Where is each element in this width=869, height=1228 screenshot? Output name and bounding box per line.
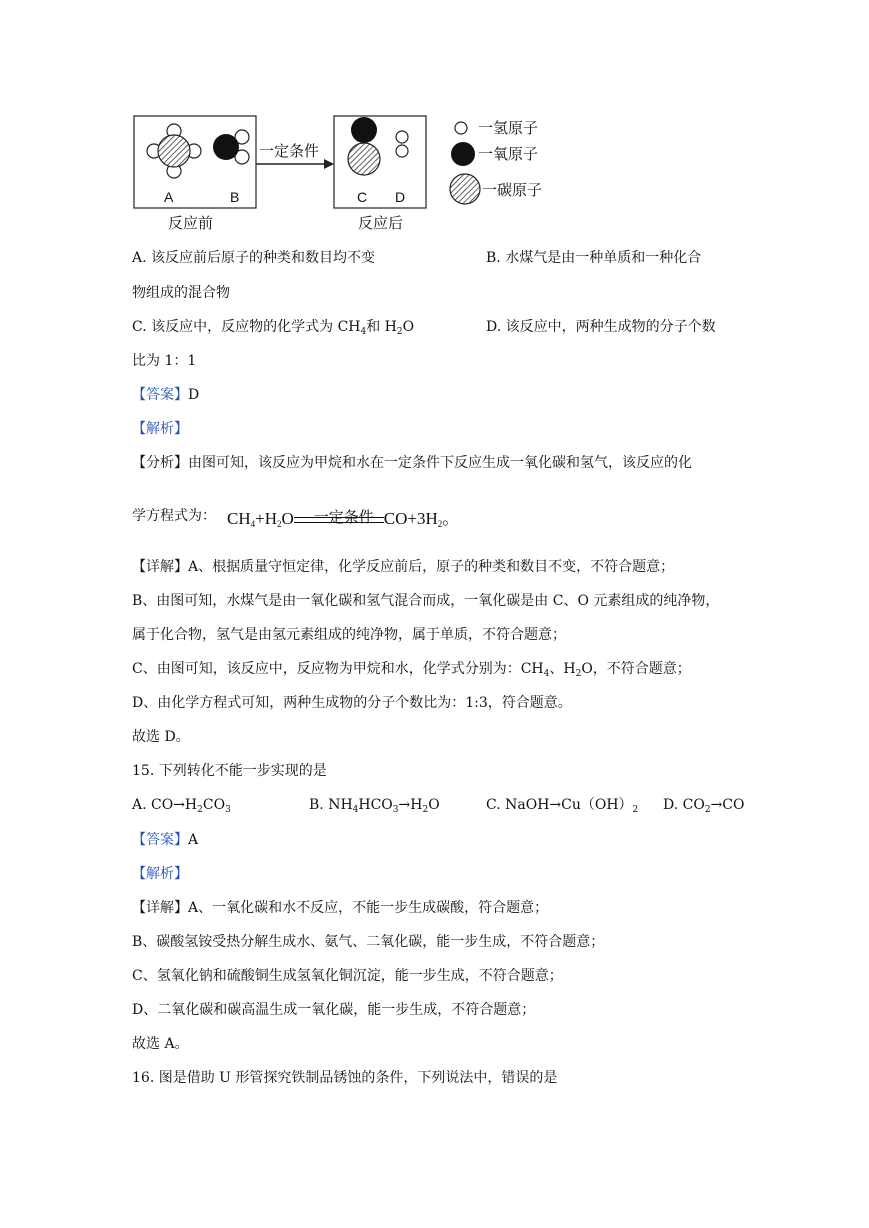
q14-option-d-cont: 比为 1：1: [132, 353, 197, 369]
label-b: B: [230, 189, 240, 205]
q14-option-a: A. 该反应前后原子的种类和数目均不变: [132, 250, 376, 266]
equation-formula: $CH_4+H_2O$ 一定条件 $CO+3H_2$。: [227, 509, 460, 529]
q14-detail-b2: 属于化合物，氢气是由氢元素组成的纯净物，属于单质，不符合题意；: [132, 627, 566, 643]
q15-detail-a: 【详解】A、一氧化碳和水不反应，不能一步生成碳酸，符合题意；: [132, 900, 549, 916]
q15-detail-d: D、二氧化碳和碳高温生成一氧化碳，能一步生成，不符合题意；: [132, 1002, 536, 1018]
q16-stem: 16. 图是借助 U 形管探究铁制品锈蚀的条件，下列说法中，错误的是: [132, 1070, 558, 1086]
methane-molecule: [147, 124, 201, 178]
co-molecule: [348, 117, 380, 175]
legend-h-icon: [455, 122, 467, 134]
q15-option-c: C. $NaOH\to Cu(OH)_2$: [486, 797, 639, 815]
q14-detail-c: C、由图可知，该反应中，反应物为甲烷和水，化学式分别为：$CH_4$、$H_2O$，不符合题意；: [132, 661, 691, 679]
q15-analysis-tag: 【解析】: [132, 866, 188, 882]
q15-option-b: B. $NH_4HCO_3\to H_2O$: [309, 797, 440, 815]
q14-fenxi: 【分析】由图可知，该反应为甲烷和水在一定条件下反应生成一氧化碳和氢气，该反应的化: [132, 455, 692, 471]
q14-option-d: D. 该反应中，两种生成物的分子个数: [486, 319, 716, 335]
legend-h: 一氢原子: [478, 120, 539, 137]
q14-option-b: B. 水煤气是由一种单质和一种化合: [486, 250, 702, 266]
label-a: A: [164, 189, 174, 205]
arrow-label: 一定条件: [259, 143, 320, 160]
q14-detail-d: D、由化学方程式可知，两种生成物的分子个数比为：1:3，符合题意。: [132, 695, 572, 711]
q14-analysis-tag: 【解析】: [132, 421, 188, 437]
label-c: C: [357, 189, 368, 205]
q14-detail-a: 【详解】A、根据质量守恒定律，化学反应前后，原子的种类和数目不变，不符合题意；: [132, 559, 675, 575]
q15-detail-b: B、碳酸氢铵受热分解生成水、氨气、二氧化碳，能一步生成，不符合题意；: [132, 934, 605, 950]
q14-answer: 【答案】D: [132, 387, 200, 403]
legend-c: 一碳原子: [482, 182, 543, 199]
q15-detail-c: C、氢氧化钠和硫酸铜生成氢氧化铜沉淀，能一步生成，不符合题意；: [132, 968, 563, 984]
q14-choose: 故选 D。: [132, 729, 190, 745]
legend-o: 一氧原子: [478, 146, 539, 163]
q15-choose: 故选 A。: [132, 1036, 189, 1052]
q15-option-a: A. $CO\to H_2CO_3$: [132, 797, 231, 815]
q14-option-c: C. 该反应中，反应物的化学式为 $CH_4$和 $H_2O$: [132, 319, 415, 337]
caption-before: 反应前: [168, 215, 214, 232]
water-molecule: [213, 130, 249, 164]
arrow-head-icon: [324, 159, 334, 169]
q14-detail-b1: B、由图可知，水煤气是由一氧化碳和氢气混合而成，一氧化碳是由 C、O 元素组成的纯净物，: [132, 593, 720, 609]
q15-stem: 15. 下列转化不能一步实现的是: [132, 763, 327, 779]
h2-molecule: [396, 131, 408, 157]
q14-option-b-cont: 物组成的混合物: [132, 285, 230, 301]
q15-answer: 【答案】A: [132, 832, 199, 848]
legend-c-icon: [450, 174, 480, 204]
label-d: D: [395, 189, 406, 205]
q15-option-d: D. $CO_2\to CO$: [663, 797, 745, 815]
legend-o-icon: [451, 142, 475, 166]
caption-after: 反应后: [358, 215, 404, 232]
reaction-diagram: [128, 108, 568, 238]
